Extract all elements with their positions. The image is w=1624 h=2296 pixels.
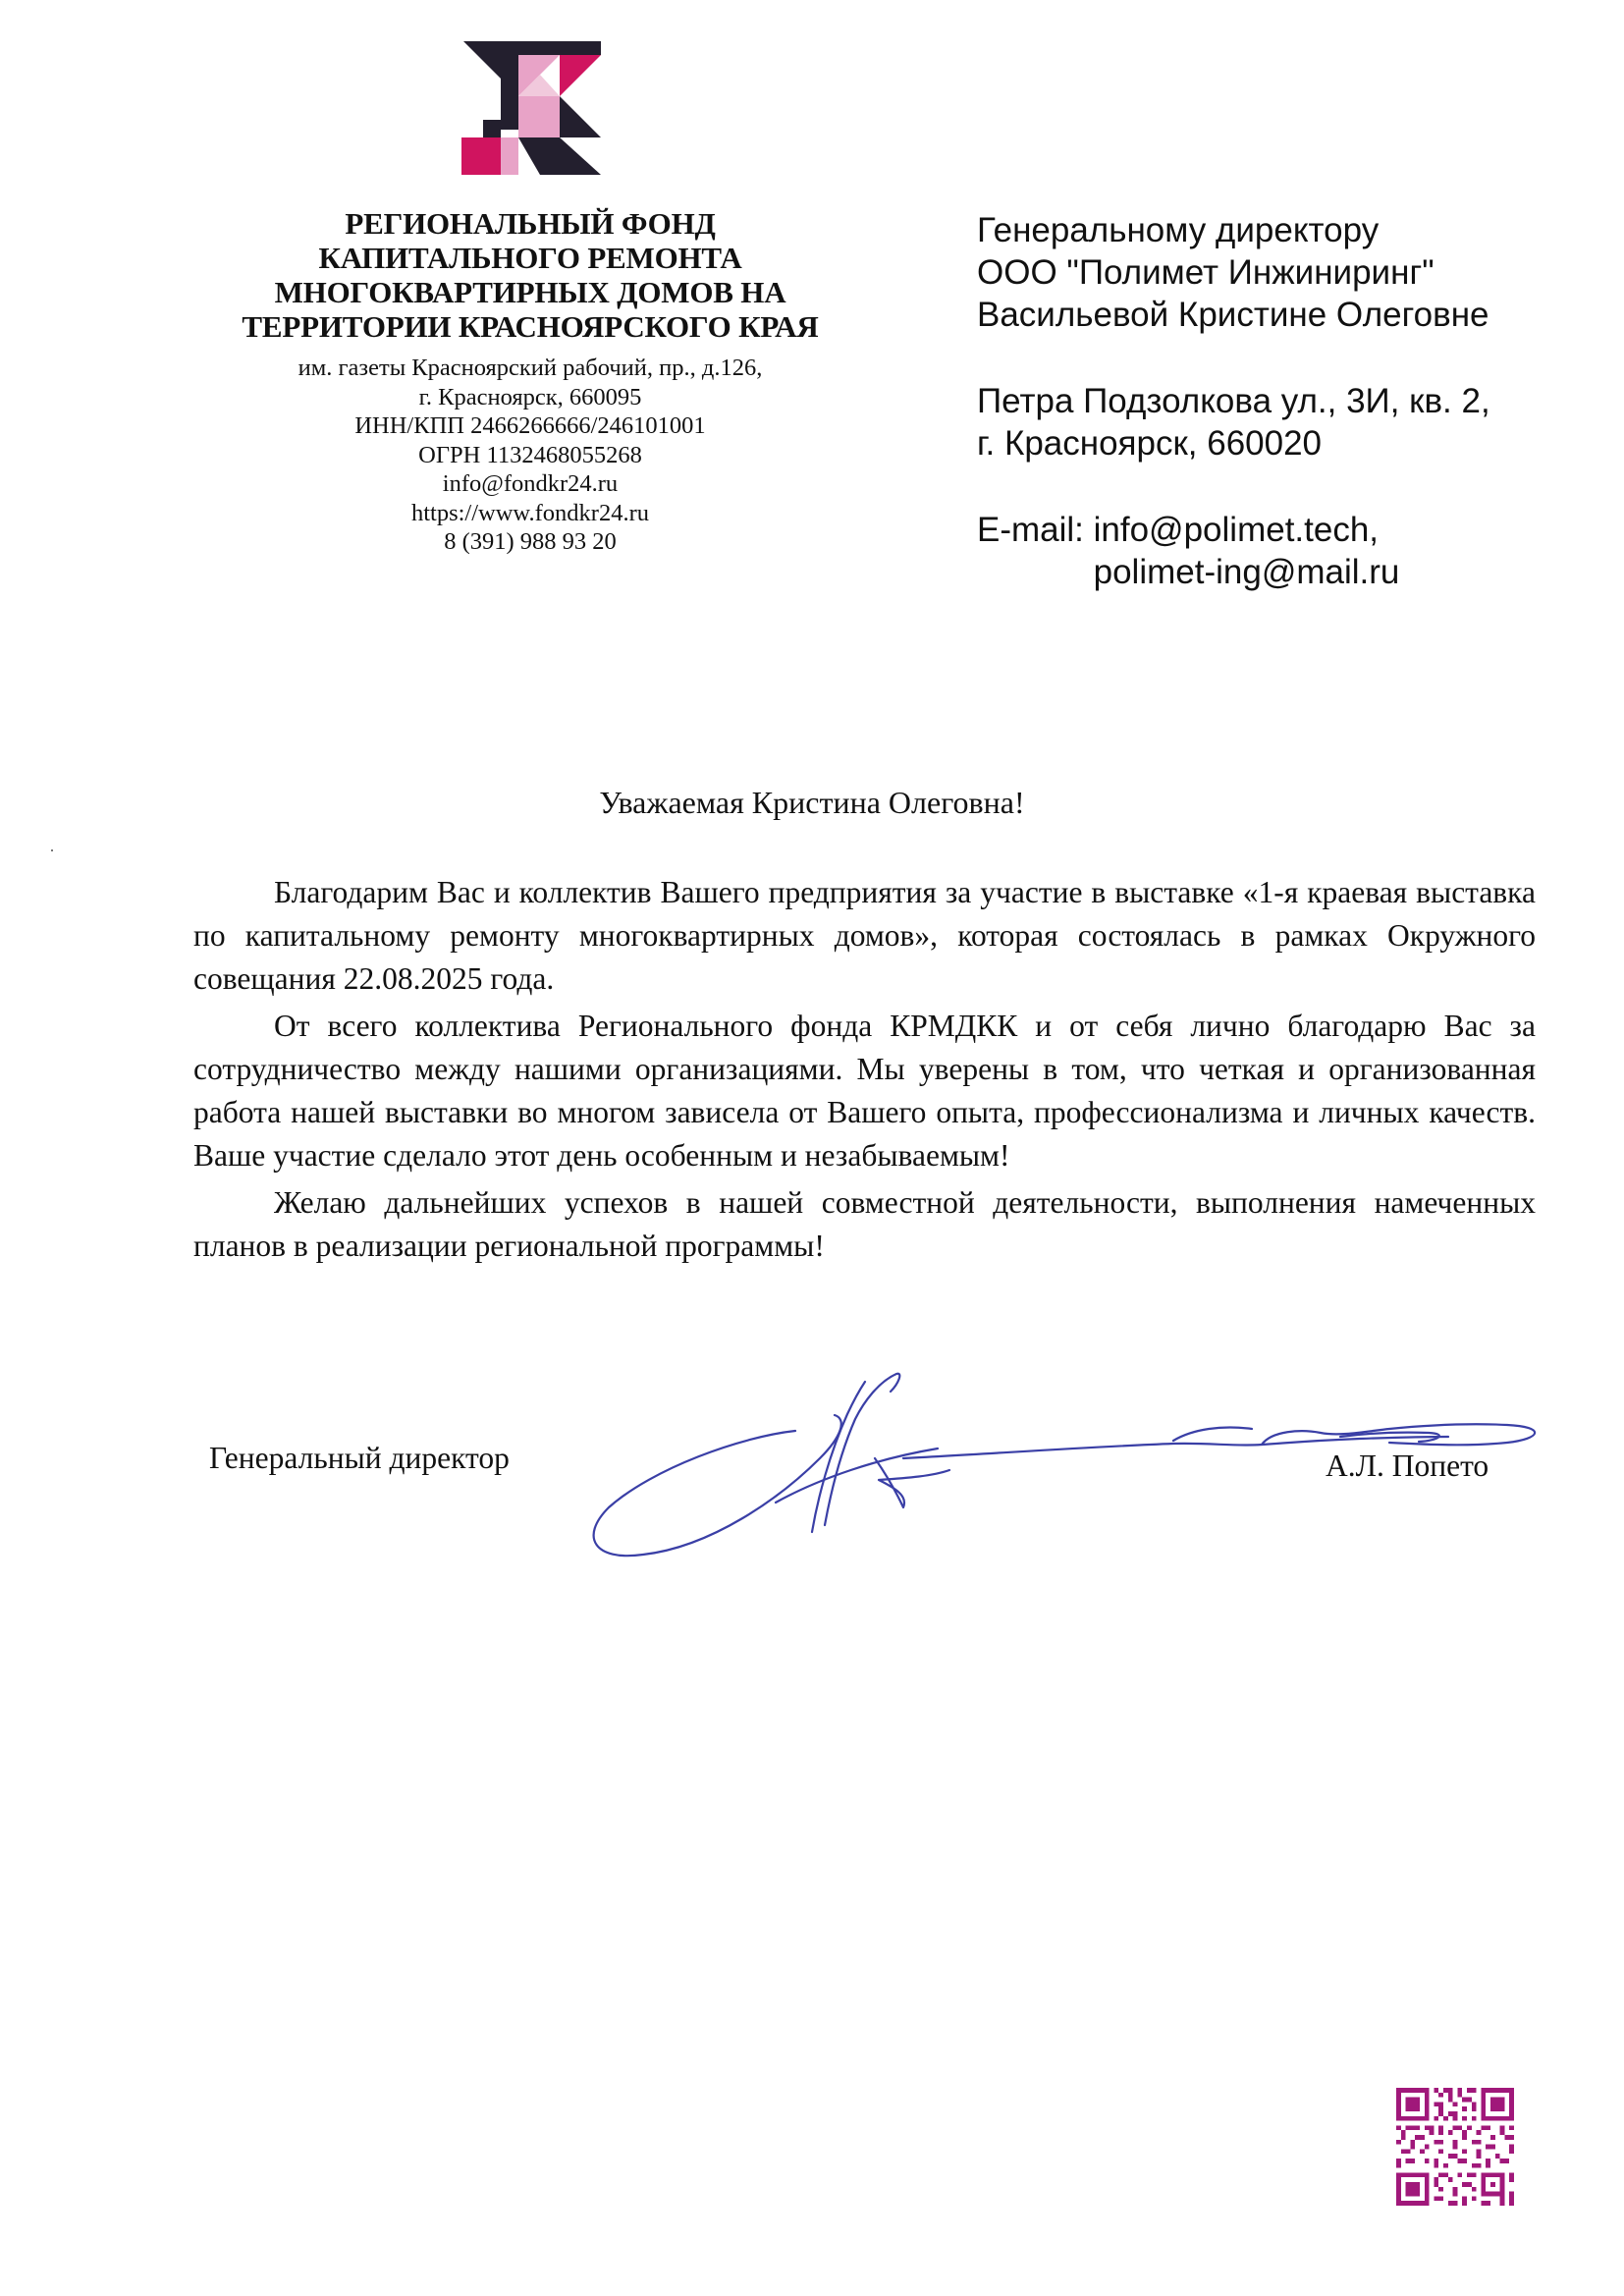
sender-block [226, 206, 835, 557]
sender-inn-kpp: ИНН/КПП 2466266666/246101001 [354, 412, 706, 439]
sender-name-line: РЕГИОНАЛЬНЫЙ ФОНД [345, 206, 716, 241]
sender-address-line1: им. газеты Красноярский рабочий, пр., д.126, [298, 355, 763, 381]
signatory-name: А.Л. Попето [1326, 1449, 1489, 1483]
qr-finder-bottom-left [1396, 2172, 1430, 2206]
signatory-title: Генеральный директор [209, 1441, 510, 1475]
logo-dark-column [501, 55, 518, 130]
signature-loop [594, 1415, 841, 1556]
logo-shapes [461, 41, 601, 175]
recipient-block [977, 209, 1586, 593]
logo-magenta-top [560, 55, 601, 96]
sender-contacts [226, 354, 835, 557]
logo-dark-lower-left [483, 120, 501, 137]
logo-dark-right [560, 96, 601, 137]
signature-k [875, 1458, 949, 1507]
logo-dark-top-right [501, 41, 601, 55]
letter-paragraph: От всего коллектива Регионального фонда КРМДКК и от себя лично благодарю Вас за сотрудничество между нашими организациями. Мы уверены в том, что четкая и организованная работа нашей выставки во многом зависела от Вашего опыта, профессионализма и личных качеств. Ваше участие сделало этот день особенным и незабываемым! [193, 1009, 1536, 1173]
logo-magenta-bottom [461, 137, 501, 175]
sender-address-line2: г. Красноярск, 660095 [418, 383, 642, 410]
recipient-company: ООО "Полимет Инжиниринг" [977, 253, 1435, 292]
logo-pink-center [518, 96, 560, 137]
letter-body [193, 871, 1536, 1272]
sender-email-link[interactable]: info@fondkr24.ru [442, 470, 619, 497]
letter-paragraph: Благодарим Вас и коллектив Вашего предприятия за участие в выставке «1-я краевая выставка по капитальному ремонту многоквартирных домов», которая состоялась в рамках Окружного совещания 22.08.2025 года. [193, 875, 1536, 996]
qr-finder-top-left [1396, 2088, 1430, 2121]
qr-code-icon[interactable] [1396, 2088, 1514, 2206]
sender-website-link[interactable]: https://www.fondkr24.ru [410, 499, 650, 526]
sender-ogrn: ОГРН 1132468055268 [418, 441, 642, 468]
recipient-email-values [1094, 509, 1400, 593]
recipient-email-label: E-mail: [977, 511, 1094, 549]
sender-name-line: ТЕРРИТОРИИ КРАСНОЯРСКОГО КРАЯ [242, 309, 819, 344]
recipient-address-line2: г. Красноярск, 660020 [977, 424, 1323, 463]
signature-stem-2 [825, 1374, 899, 1525]
recipient-address-line1: Петра Подзолкова ул., 3И, кв. 2, [977, 382, 1490, 420]
scan-dot [51, 849, 53, 851]
logo-dark-top [463, 41, 501, 79]
qr-finder-top-right [1481, 2088, 1514, 2121]
letter-paragraph: Желаю дальнейших успехов в нашей совместной деятельности, выполнения намеченных планов в реализации региональной программы! [193, 1185, 1536, 1263]
recipient-email-2[interactable]: polimet-ing@mail.ru [1093, 553, 1400, 591]
sender-name-line: КАПИТАЛЬНОГО РЕМОНТА [318, 241, 742, 275]
fund-logo [461, 35, 603, 177]
logo-pink-bottom [501, 137, 518, 175]
logo-dark-bottom [518, 137, 601, 175]
recipient-email-row [977, 509, 1586, 593]
sender-phone: 8 (391) 988 93 20 [444, 528, 617, 555]
recipient-email-1[interactable]: info@polimet.tech, [1093, 511, 1380, 549]
recipient-person: Васильевой Кристине Олеговне [977, 296, 1489, 334]
sender-name [226, 206, 835, 344]
sender-name-line: МНОГОКВАРТИРНЫХ ДОМОВ НА [274, 275, 786, 309]
recipient-position: Генеральному директору [977, 211, 1380, 249]
letter-greeting: Уважаемая Кристина Олеговна! [599, 785, 1025, 820]
